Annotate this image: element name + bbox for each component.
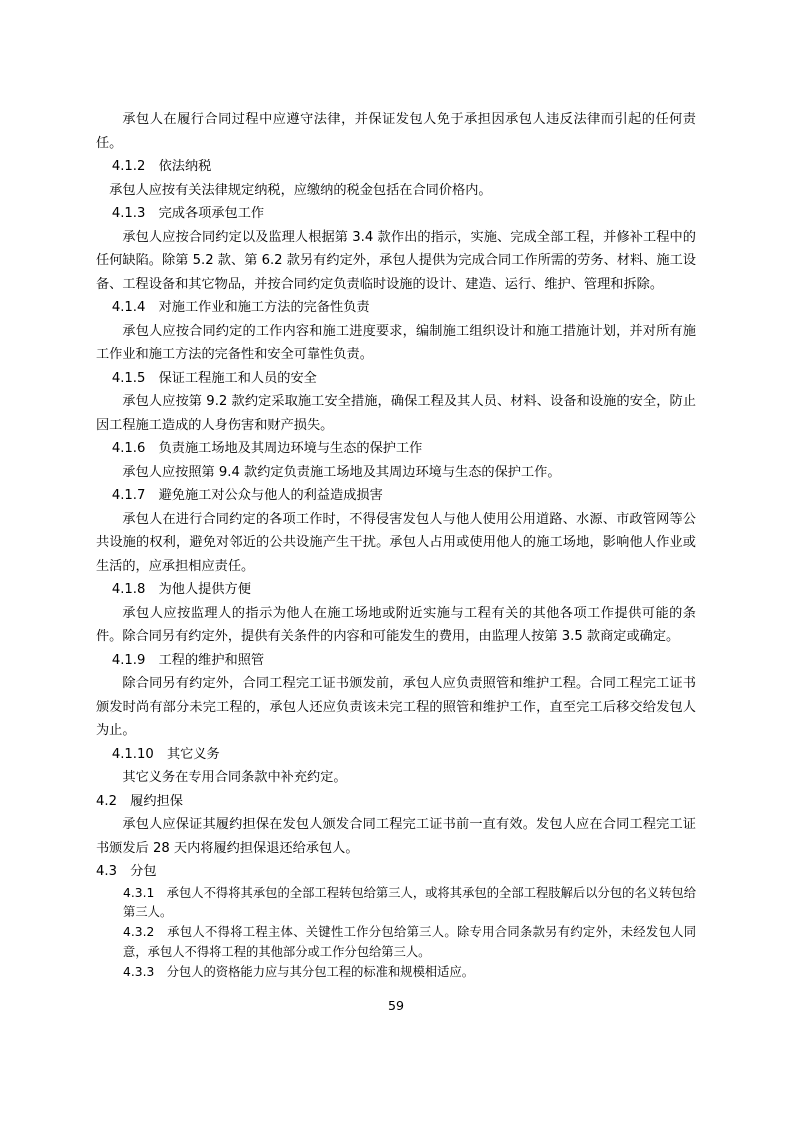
clause-heading-4-1-3: 4.1.3 完成各项承包工作 xyxy=(111,206,265,221)
section-heading-4-2: 4.2 履约担保 xyxy=(96,793,183,809)
paragraph: 承包人应按合同约定的工作内容和施工进度要求，编制施工组织设计和施工措施计划，并对所有施工作业和施工方法的完备性和安全可靠性负责。 xyxy=(96,323,696,362)
paragraph: 承包人应按合同约定以及监理人根据第 3.4 款作出的指示，实施、完成全部工程，并修补工程中的任何缺陷。除第 5.2 款、第 6.2 款另有约定外，承包人提供为完成合同工作所需的劳务、材料、施工设备、工程设备和其它物品，并按合同约定负责临时设施的设计、建造、运行、维护、管理和拆除。 xyxy=(96,229,696,292)
clause-heading-4-1-8: 4.1.8 为他人提供方便 xyxy=(111,582,251,597)
clause-heading-4-1-10: 4.1.10 其它义务 xyxy=(111,746,220,762)
clause-heading-4-1-9: 4.1.9 工程的维护和照管 xyxy=(111,652,265,668)
section-heading-4-3: 4.3 分包 xyxy=(96,864,157,879)
clause-heading-4-1-2: 4.1.2 依法纳税 xyxy=(111,159,212,174)
clause-heading-4-1-5: 4.1.5 保证工程施工和人员的安全 xyxy=(111,370,317,386)
paragraph: 承包人应保证其履约担保在发包人颁发合同工程完工证书前一直有效。发包人应在合同工程完工证书颁发后 28 天内将履约担保退还给承包人。 xyxy=(96,817,696,856)
clause-heading-4-1-4: 4.1.4 对施工作业和施工方法的完备性负责 xyxy=(111,300,370,315)
paragraph: 承包人应按照第 9.4 款约定负责施工场地及其周边环境与生态的保护工作。 xyxy=(122,464,561,480)
paragraph: 承包人应按第 9.2 款约定采取施工安全措施，确保工程及其人员、材料、设备和设施的安全，防止因工程施工造成的人身伤害和财产损失。 xyxy=(96,394,696,433)
paragraph: 承包人在进行合同约定的各项工作时，不得侵害发包人与他人使用公用道路、水源、市政管网等公共设施的权利，避免对邻近的公共设施产生干扰。承包人占用或使用他人的施工场地，影响他人作业或生活的，应承担相应责任。 xyxy=(96,511,696,574)
paragraph: 其它义务在专用合同条款中补充约定。 xyxy=(122,770,347,785)
document-body xyxy=(96,108,696,1013)
paragraph: 承包人应按监理人的指示为他人在施工场地或附近实施与工程有关的其他各项工作提供可能的条件。除合同另有约定外，提供有关条件的内容和可能发生的费用，由监理人按第 3.5 款商定或确定。 xyxy=(96,605,696,644)
clause-4-3-2: 4.3.2 承包人不得将工程主体、关键性工作分包给第三人。除专用合同条款另有约定外，未经发包人同意，承包人不得将工程的其他部分或工作分包给第三人。 xyxy=(123,925,696,960)
paragraph: 承包人在履行合同过程中应遵守法律，并保证发包人免于承担因承包人违反法律而引起的任何责任。 xyxy=(96,112,696,151)
clause-heading-4-1-6: 4.1.6 负责施工场地及其周边环境与生态的保护工作 xyxy=(111,441,423,456)
paragraph: 除合同另有约定外，合同工程完工证书颁发前，承包人应负责照管和维护工程。合同工程完工证书颁发时尚有部分未完工程的，承包人还应负责该未完工程的照管和维护工作，直至完工后移交给发包人为止。 xyxy=(96,676,696,738)
clause-heading-4-1-7: 4.1.7 避免施工对公众与他人的利益造成损害 xyxy=(111,488,383,503)
clause-4-3-3: 4.3.3 分包人的资格能力应与其分包工程的标准和规模相适应。 xyxy=(123,965,475,980)
clause-4-3-1: 4.3.1 承包人不得将其承包的全部工程转包给第三人，或将其承包的全部工程肢解后以分包的名义转包给第三人。 xyxy=(123,885,696,920)
page-number: 59 xyxy=(387,998,405,1013)
paragraph: 承包人应按有关法律规定纳税，应缴纳的税金包括在合同价格内。 xyxy=(109,182,492,198)
